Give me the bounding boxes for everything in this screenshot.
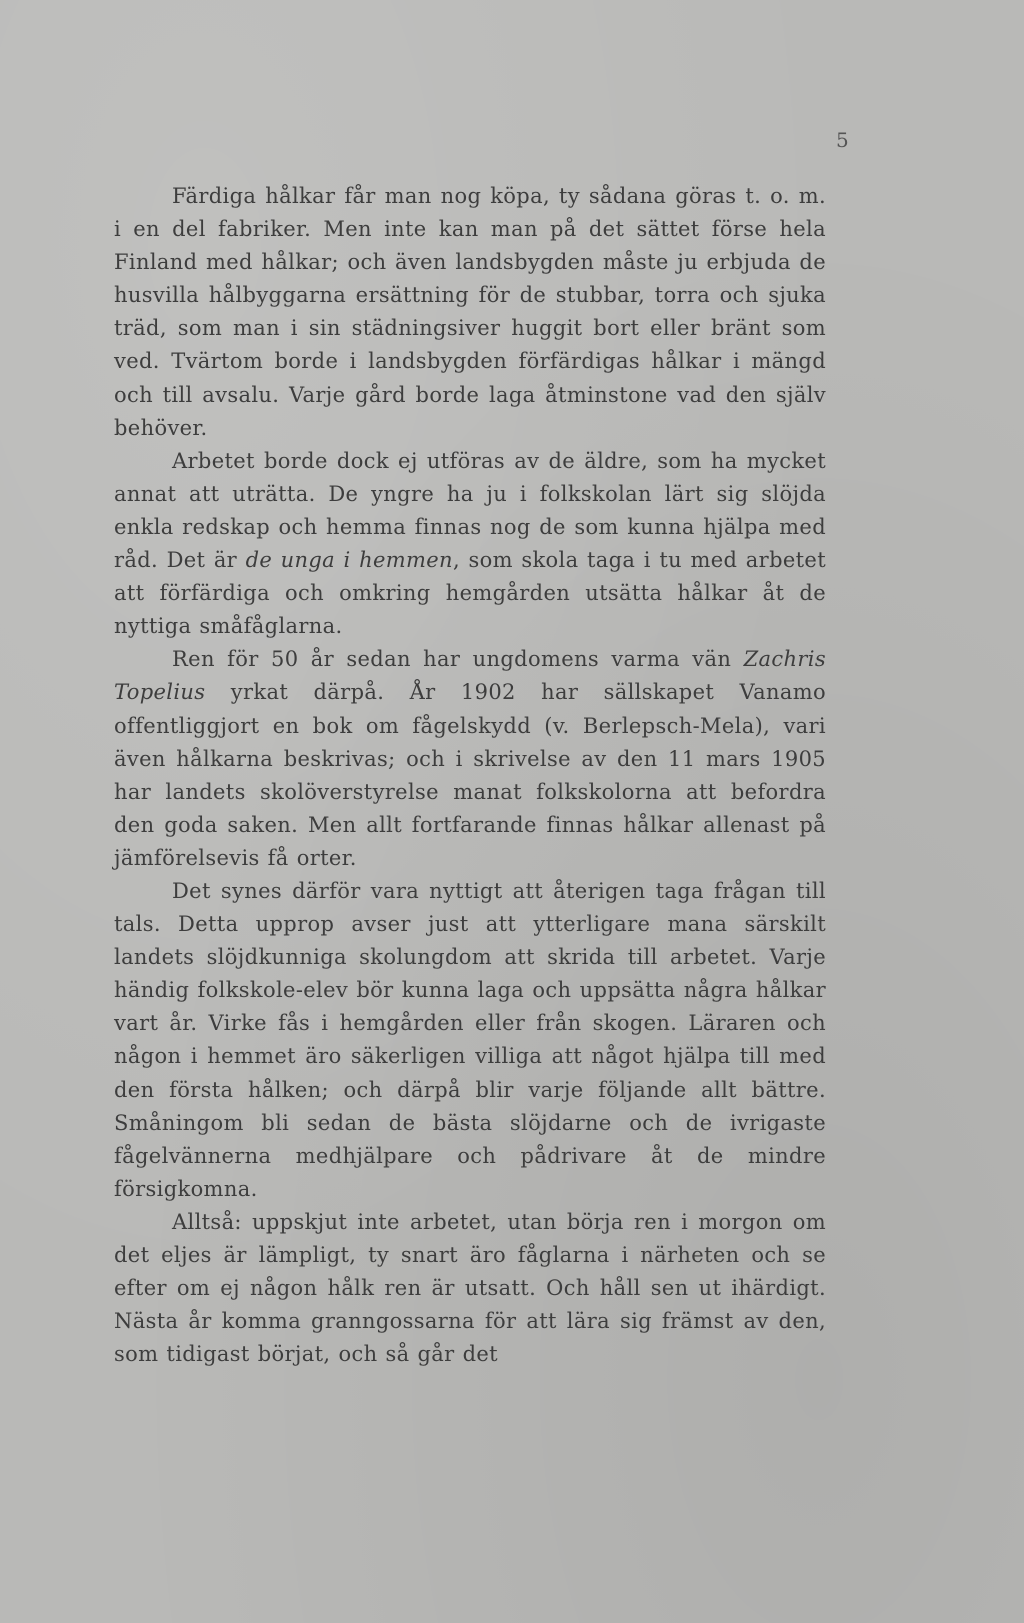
paragraph-text: , som skola taga i tu med arbetet att förfärdiga och omkring hemgården utsätta hålkar åt de nyttiga småfåglarna.: [114, 548, 826, 639]
paragraph-text: Arbetet borde dock ej utföras av de äldre, som ha mycket annat att uträtta. De yngre ha ju i folkskolan lärt sig slöjda enkla redskap och hemma finnas nog de som kunna hjälpa med råd. Det är: [114, 448, 826, 573]
paragraph-4: [114, 875, 826, 1206]
paragraph-text: Färdiga hålkar får man nog köpa, ty sådana göras t. o. m. i en del fabriker. Men inte kan man på det sättet förse hela Finland med hålkar; och även landsbygden måste ju erbjuda de husvilla hålbyggarna ersättning för de stubbar, torra och sjuka träd, som man i sin städningsiver huggit bort eller bränt som ved. Tvärtom borde i landsbygden förfärdigas hålkar i mängd och till avsalu. Varje gård borde laga åtminstone vad den själv behöver.: [114, 184, 826, 440]
paragraph-text: Ren för 50 år sedan har ungdomens varma vän: [172, 647, 744, 672]
paragraph-2: [114, 445, 826, 644]
paragraph-text: Alltså: uppskjut inte arbetet, utan börja ren i morgon om det eljes är lämpligt, ty snart äro fåglarna i närheten och se efter om ej någon hålk ren är utsatt. Och håll sen ut ihärdigt. Nästa år komma granngossarna för att lära sig främst av den, som tidigast börjat, och så går det: [114, 1209, 826, 1367]
paragraph-text: yrkat därpå. År 1902 har sällskapet Vanamo offentliggjort en bok om fågelskydd (v. Berlepsch-Mela), vari även hålkarna beskrivas; och i skrivelse av den 11 mars 1905 har landets skolöverstyrelse manat folkskolorna att befordra den goda saken. Men allt fortfarande finnas hålkar allenast på jämförelsevis få orter.: [114, 680, 826, 870]
body-text: [114, 180, 826, 1371]
paragraph-3: [114, 643, 826, 875]
paragraph-text: Det synes därför vara nyttigt att återigen taga frågan till tals. Detta upprop avser just att ytterligare mana särskilt landets slöjdkunniga skolungdom att skrida till arbetet. Varje händig folkskole-elev bör kunna laga och uppsätta några hålkar vart år. Virke fås i hemgården eller från skogen. Läraren och någon i hemmet äro säkerligen villiga att något hjälpa till med den första hålken; och därpå blir varje följande allt bättre. Småningom bli sedan de bästa slöjdarne och de ivrigaste fågelvännerna medhjälpare och pådrivare åt de mindre försigkomna.: [114, 878, 826, 1201]
page-number: 5: [836, 128, 850, 152]
emphasis-text: de unga i hemmen: [245, 548, 453, 573]
paragraph-5: [114, 1206, 826, 1371]
emphasis-name: Zachris Topelius: [114, 647, 826, 705]
paragraph-1: [114, 180, 826, 445]
